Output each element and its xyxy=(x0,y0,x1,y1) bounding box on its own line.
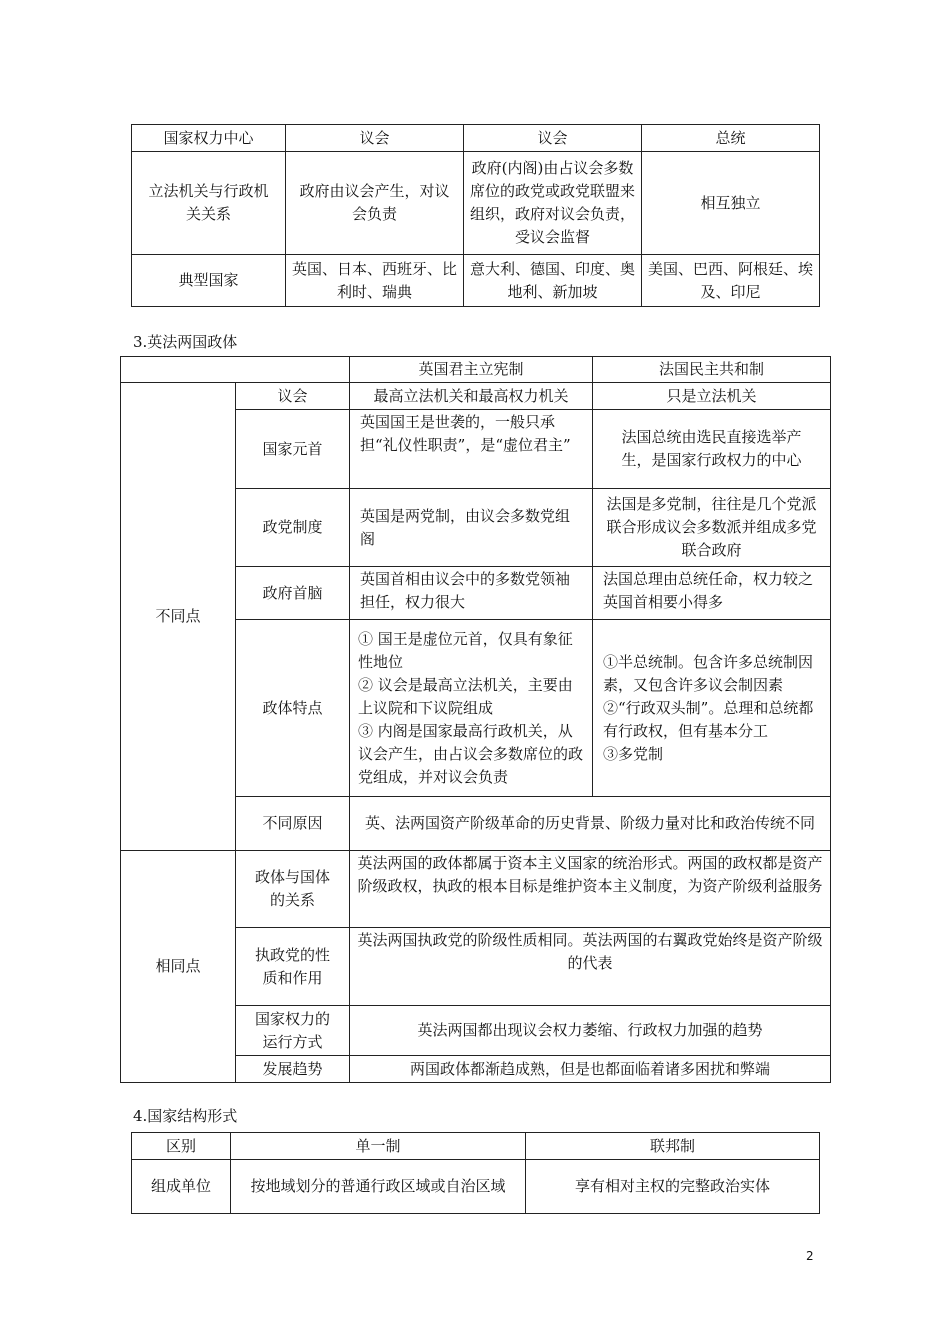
row-label: 国家权力中心 xyxy=(132,125,286,152)
cell-merged: 英法两国执政党的阶级性质相同。英法两国的右翼政党始终是资产阶级的代表 xyxy=(350,928,831,1006)
cell: 政府(内阁)由占议会多数席位的政党或政党联盟来组织，政府对议会负责，受议会监督 xyxy=(464,152,642,255)
row-label: 发展趋势 xyxy=(236,1056,350,1083)
list-item: ①半总统制。包含许多总统制因素，又包含许多议会制因素 xyxy=(603,652,814,694)
row-label: 立法机关与行政机关关系 xyxy=(132,152,286,255)
cell-uk: 英国国王是世袭的，一般只承担“礼仪性职责”，是“虚位君主” xyxy=(350,410,593,489)
row-label: 国家元首 xyxy=(236,410,350,489)
cell-france: 只是立法机关 xyxy=(593,383,831,410)
table-row xyxy=(121,851,831,928)
row-label: 政府首脑 xyxy=(236,567,350,620)
column-header-uk: 英国君主立宪制 xyxy=(350,357,593,383)
list-item: ③多党制 xyxy=(603,744,664,763)
table-row xyxy=(121,383,831,410)
cell-uk-features xyxy=(350,620,593,797)
row-label: 政党制度 xyxy=(236,489,350,567)
cell: 按地域划分的普通行政区域或自治区域 xyxy=(231,1160,526,1214)
list-item: ② 议会是最高立法机关，主要由上议院和下议院组成 xyxy=(358,675,573,717)
table-row xyxy=(132,255,820,307)
corner-cell xyxy=(121,357,350,383)
row-label: 典型国家 xyxy=(132,255,286,307)
cell-uk: 英国是两党制，由议会多数党组阁 xyxy=(350,489,593,567)
cell-uk: 最高立法机关和最高权力机关 xyxy=(350,383,593,410)
cell-merged: 英、法两国资产阶级革命的历史背景、阶级力量对比和政治传统不同 xyxy=(350,797,831,851)
column-header-france: 法国民主共和制 xyxy=(593,357,831,383)
row-label: 政体特点 xyxy=(236,620,350,797)
cell: 意大利、德国、印度、奥地利、新加坡 xyxy=(464,255,642,307)
column-header: 联邦制 xyxy=(526,1133,820,1160)
table-state-structure xyxy=(131,1132,820,1214)
table-row xyxy=(132,1160,820,1214)
cell: 享有相对主权的完整政治实体 xyxy=(526,1160,820,1214)
table-uk-france xyxy=(120,356,831,1083)
row-label: 执政党的性质和作用 xyxy=(236,928,350,1006)
cell-merged: 英法两国都出现议会权力萎缩、行政权力加强的趋势 xyxy=(350,1006,831,1056)
page-number: 2 xyxy=(806,1249,814,1263)
cell: 英国、日本、西班牙、比利时、瑞典 xyxy=(286,255,464,307)
cell-merged: 两国政体都渐趋成熟，但是也都面临着诸多困扰和弊端 xyxy=(350,1056,831,1083)
column-header: 单一制 xyxy=(231,1133,526,1160)
cell: 议会 xyxy=(286,125,464,152)
group-label-differences: 不同点 xyxy=(121,383,236,851)
group-label-similarities: 相同点 xyxy=(121,851,236,1083)
section-heading-uk-france: 3.英法两国政体 xyxy=(133,333,238,351)
row-label: 不同原因 xyxy=(236,797,350,851)
column-header: 区别 xyxy=(132,1133,231,1160)
cell: 政府由议会产生，对议会负责 xyxy=(286,152,464,255)
cell: 议会 xyxy=(464,125,642,152)
cell-france-features xyxy=(593,620,831,797)
table-row xyxy=(132,125,820,152)
row-label: 国家权力的运行方式 xyxy=(236,1006,350,1056)
section-heading-state-structure: 4.国家结构形式 xyxy=(133,1107,238,1125)
cell-uk: 英国首相由议会中的多数党领袖担任，权力很大 xyxy=(350,567,593,620)
row-label: 组成单位 xyxy=(132,1160,231,1214)
list-item: ① 国王是虚位元首，仅具有象征性地位 xyxy=(358,629,573,671)
list-item: ③ 内阁是国家最高行政机关，从议会产生，由占议会多数席位的政党组成，并对议会负责 xyxy=(358,721,584,786)
cell: 相互独立 xyxy=(642,152,820,255)
table-row xyxy=(121,357,831,383)
cell-merged: 英法两国的政体都属于资本主义国家的统治形式。两国的政权都是资产阶级政权，执政的根本目标是维护资本主义制度，为资产阶级利益服务 xyxy=(350,851,831,928)
cell-france: 法国总理由总统任命，权力较之英国首相要小得多 xyxy=(593,567,831,620)
cell-france: 法国总统由选民直接选举产生，是国家行政权力的中心 xyxy=(593,410,831,489)
table-row xyxy=(132,152,820,255)
cell: 总统 xyxy=(642,125,820,152)
cell: 美国、巴西、阿根廷、埃及、印尼 xyxy=(642,255,820,307)
row-label: 政体与国体的关系 xyxy=(236,851,350,928)
list-item: ②“行政双头制”。总理和总统都有行政权，但有基本分工 xyxy=(603,698,814,740)
cell-france: 法国是多党制，往往是几个党派联合形成议会多数派并组成多党联合政府 xyxy=(593,489,831,567)
table-government-forms xyxy=(131,124,820,307)
table-row xyxy=(132,1133,820,1160)
row-label: 议会 xyxy=(236,383,350,410)
